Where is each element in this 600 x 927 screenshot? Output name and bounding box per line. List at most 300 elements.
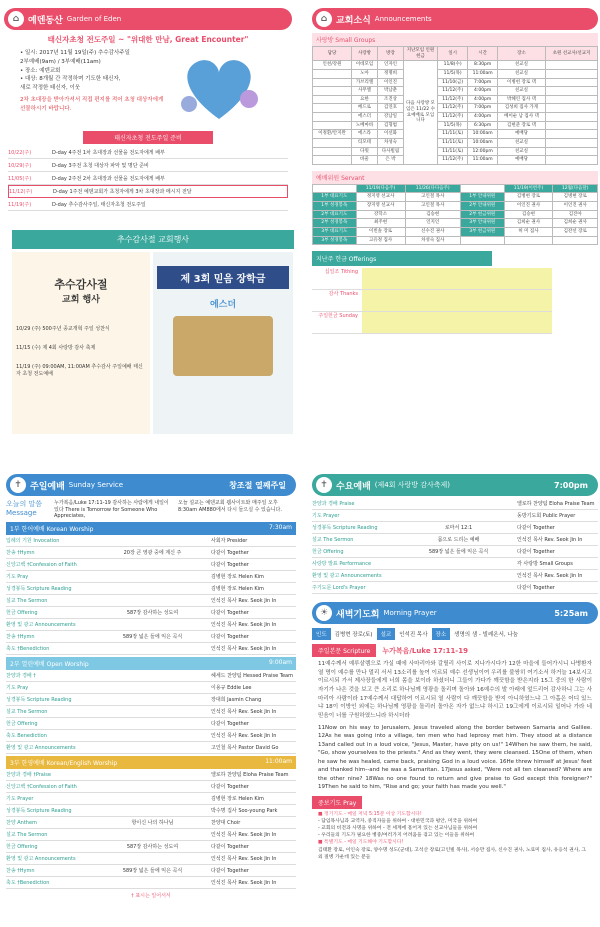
sg-cell: 베이순 남 집사 댁 — [497, 113, 545, 122]
sv-cell: 3부 헌금위원 — [460, 227, 504, 236]
service-leader: 다같이 Together — [211, 868, 249, 874]
service2-time: 9:00am — [269, 659, 292, 666]
sg-cell: 10:00am — [468, 138, 498, 147]
morning-header — [312, 602, 598, 624]
wed-header — [312, 474, 598, 496]
sv-row — [313, 236, 598, 245]
service-row — [6, 595, 296, 607]
sg-cell: 11/12(주) — [437, 104, 467, 113]
sg-cell: 12:00pm — [468, 147, 498, 156]
sv-cell: 고인철 목사 — [405, 193, 460, 202]
sg-cell: 친교실 — [497, 87, 545, 96]
sg-cell: 노베마바 — [352, 121, 378, 130]
sg-cell: 박혜린 집사 댁 — [497, 95, 545, 104]
service-row — [6, 817, 296, 829]
offering-amount — [362, 268, 552, 289]
service-item: 환영 및 광고 Announcements — [6, 856, 76, 862]
offering-amount — [362, 290, 552, 311]
sg-cell: 티모테 — [352, 138, 378, 147]
sg-cell — [313, 69, 352, 78]
sg-cell: 4:00pm — [468, 87, 498, 96]
sv-cell — [460, 236, 504, 245]
info-value: 김병현 장로(토) — [334, 632, 373, 638]
sg-cell: 김형범 — [378, 121, 404, 130]
service3-title: 3부 한영예배 Korean/English Worship — [10, 760, 118, 767]
service-item: 찬양과 경배 † — [6, 673, 36, 679]
sg-cell: 11/5(목) — [437, 69, 467, 78]
schedule-row — [8, 198, 288, 211]
service-detail: 20장 큰 영광 중에 계신 주 — [123, 550, 182, 556]
service1-title: 1부 한어예배 Korean Worship — [10, 526, 94, 533]
service-item: 설교 The Sermon — [312, 537, 354, 543]
service2-list — [6, 670, 296, 754]
sg-head-cell: 사랑방 — [352, 47, 378, 61]
sg-cell: 에스라 — [352, 130, 378, 139]
sv-cell: 김희순 권사 — [504, 219, 553, 228]
sg-head-cell: 시간 — [468, 47, 498, 61]
service-row — [6, 583, 296, 595]
sv-cell: 김승현 — [504, 210, 553, 219]
service-item: 환영 및 광고 Announcements — [6, 745, 76, 751]
service-leader: 인석진 목사 Rev. Seok Jin In — [211, 832, 277, 838]
service-row — [6, 718, 296, 730]
sv-cell: 이인진 권사 — [504, 202, 553, 211]
pray-item: - 담임목사님과 교역자, 중직자들을 위하여 - 대한민국과 평안, 미국을 위하여 — [318, 818, 478, 824]
sg-row — [313, 138, 598, 147]
service-item: 기도 Pray — [6, 574, 29, 580]
sg-cell — [313, 147, 352, 156]
sv-head-cell — [313, 184, 357, 193]
sv-cell: 3부 성경봉독 — [313, 236, 357, 245]
sunday-season: 창조절 열째주일 — [229, 480, 286, 490]
service-row — [312, 522, 598, 534]
service3-header — [6, 756, 296, 769]
sg-row — [313, 113, 598, 122]
sg-cell: 김현준 장로 댁 — [497, 121, 545, 130]
sg-cell: 4:00pm — [468, 113, 498, 122]
sv-cell: 고인철 목사 — [405, 202, 460, 211]
poster-title: 추수감사절 — [54, 278, 108, 291]
sv-cell: 최주현 — [356, 219, 405, 228]
service-leader: 다같이 Together — [211, 610, 249, 616]
service-leader: 헤세드 찬양팀 Hessed Praise Team — [211, 673, 293, 679]
service-row — [6, 730, 296, 742]
thanks-banner: 추수감사절 교회행사 — [12, 230, 294, 249]
sg-cell — [313, 104, 352, 113]
servant-table — [312, 184, 598, 245]
service-row — [6, 643, 296, 655]
service2-header — [6, 657, 296, 670]
wed-panel — [312, 474, 598, 924]
sv-cell: 허 미 집사 — [504, 227, 553, 236]
sg-cell — [546, 156, 598, 165]
sg-cell: 차성숙 — [378, 138, 404, 147]
sv-cell: 김승현 — [405, 210, 460, 219]
sg-cell: 11/12(주) — [437, 113, 467, 122]
sv-cell: 김희순 권사 — [553, 219, 598, 228]
sg-cell: 7:00pm — [468, 78, 498, 87]
service-item: 설교 The Sermon — [6, 709, 48, 715]
service-item: 헌금 Offering — [312, 549, 344, 555]
service-item: 신앙고백 †Confession of Faith — [6, 784, 77, 790]
schedule-date: 11/05(주) — [8, 175, 32, 182]
service-row — [6, 853, 296, 865]
service-item: 성경봉독 Scripture Reading — [6, 697, 72, 703]
garden-info — [4, 49, 164, 127]
sg-cell: 11:00am — [468, 156, 498, 165]
schedule-date: 11/19(주) — [8, 201, 32, 208]
pray-item: ■ 정기기도 - 매일 저녁 5:15분 이상 기도합시다! — [318, 811, 422, 817]
sg-row — [313, 69, 598, 78]
service-leader: 찬양대 Choir — [211, 820, 241, 826]
schedule-text: D-day 3주전 초청 대상자 파악 및 명단 준비 — [52, 162, 149, 169]
service-leader: 엘로하 찬양팀 Eloha Praise Team — [211, 772, 289, 778]
sg-cell — [313, 121, 352, 130]
service-row — [6, 547, 296, 559]
message-text: 누가복음/Luke 17:11-19 감사하는 사람에게 내일이 있다 There is Tomorrow for Someone Who Appreciates, — [54, 500, 169, 519]
service-detail: 몸으로 드리는 예배 — [437, 537, 480, 543]
event-item: 10/29 (주) 500주년 종교개혁 주일 성찬식 — [16, 326, 110, 332]
service-item: 찬송 †Hymn — [6, 634, 35, 640]
service-leader: 다같이 Together — [517, 585, 555, 591]
offering-row — [312, 312, 552, 334]
sg-cell: 다윗 — [352, 147, 378, 156]
sg-cell: 사무엘 — [352, 87, 378, 96]
info-value: 생명의 샘 - 빌레온서, 나눔 — [454, 632, 519, 638]
schedule-row — [8, 172, 288, 185]
wed-subtitle: (제4회 사랑방 감사축제) — [374, 481, 451, 489]
service-row — [312, 582, 598, 594]
sg-cell — [546, 61, 598, 70]
sg-head-cell: 지난모임 인원 헌금 — [403, 47, 437, 61]
offering-cell: 감사 Thanks — [328, 291, 358, 298]
sg-head-cell: 초원 선교사/선교지 — [546, 47, 598, 61]
service-leader: 인석진 목사 Rev. Seok Jin In — [211, 856, 277, 862]
schedule-row — [8, 185, 288, 198]
sv-head-row — [313, 184, 598, 193]
scholarship-subtitle: 에스더 — [209, 300, 237, 310]
sg-cell: 11/12(주) — [437, 87, 467, 96]
sg-cell: 조진상 — [378, 95, 404, 104]
sv-row — [313, 219, 598, 228]
service-item: 축도 Benediction — [6, 733, 47, 739]
service-detail: 589장 넓은 들에 익은 곡식 — [122, 634, 183, 640]
sv-cell: 1부 성경봉독 — [313, 202, 357, 211]
wed-time: 7:00pm — [554, 480, 588, 490]
sv-head-cell: 11/26(다다음주) — [405, 184, 460, 193]
service-item: 입례의 기원 Invocation — [6, 538, 60, 544]
sv-head-cell: 11/19(이번주) — [504, 184, 553, 193]
scripture-label: 주일본문 Scripture — [312, 644, 376, 657]
sg-cell: 가브리엘 — [352, 78, 378, 87]
service-row — [312, 498, 598, 510]
sv-cell: 2부 성경봉독 — [313, 219, 357, 228]
sg-cell: 11/5(목) — [437, 121, 467, 130]
sg-cell: 다사빌림 — [378, 147, 404, 156]
service-leader: 인석진 목사 Rev. Seok Jin In — [211, 646, 277, 652]
service-row — [6, 535, 296, 547]
service1-list — [6, 535, 296, 655]
sv-cell: 2부 안내위원 — [460, 202, 504, 211]
schedule-text: D-day 2주전 2차 초대장과 선물을 전도자에게 배부 — [52, 175, 165, 182]
sv-cell: 강학소 — [356, 210, 405, 219]
service-item: 헌금 Offering — [6, 844, 38, 850]
service-row — [6, 670, 296, 682]
service-leader: 인석진 목사 Rev. Seok Jin In — [517, 573, 583, 579]
home-icon: ⌂ — [316, 11, 332, 27]
book-image — [173, 316, 273, 376]
servant-label: 예배위원 Servant — [312, 171, 598, 184]
small-groups-table — [312, 46, 598, 165]
sg-cell — [546, 113, 598, 122]
service-row — [6, 841, 296, 853]
service-row — [312, 546, 598, 558]
sg-cell — [546, 138, 598, 147]
service-leader: 김병현 장로 Helen Kim — [211, 574, 264, 580]
sg-head-row — [313, 47, 598, 61]
sg-cell: 친교실 — [497, 69, 545, 78]
service-row — [312, 510, 598, 522]
sunday-panel — [6, 474, 296, 924]
sg-cell: 이병헌 장로 댁 — [497, 78, 545, 87]
service-leader: 다같이 Together — [211, 784, 249, 790]
sg-cell — [546, 87, 598, 96]
service-item: 성경봉독 Scripture Reading — [312, 525, 378, 531]
news-title: 교회소식 — [336, 15, 371, 26]
sg-cell — [313, 156, 352, 165]
pray-item: ■ 특별기도 - 매일 기도해야 기도합시다! — [318, 840, 404, 846]
sv-cell: 신수진 권사 — [405, 227, 460, 236]
service-row — [312, 570, 598, 582]
sg-cell: 이선화 — [378, 130, 404, 139]
sg-cell — [313, 95, 352, 104]
sg-cell: 이정환/안지완 — [313, 130, 352, 139]
sg-cell: 8:30pm — [468, 61, 498, 70]
service-item: 설교 The Sermon — [6, 598, 48, 604]
sg-cell: 바울 — [352, 156, 378, 165]
sv-cell: 1부 대표기도 — [313, 193, 357, 202]
home-icon: ⌂ — [8, 11, 24, 27]
service-item: 주기도문 Lord's Prayer — [312, 585, 366, 591]
service3-time: 11:00am — [265, 758, 292, 765]
sg-cell — [313, 78, 352, 87]
scholarship-poster — [153, 252, 293, 434]
sg-cell: 노아 — [352, 69, 378, 78]
service-row — [6, 805, 296, 817]
service-leader: 김병현 장로 Helen Kim — [211, 586, 264, 592]
service-item: 헌금 Offering — [6, 610, 38, 616]
sg-cell — [546, 78, 598, 87]
service-leader: 사회자 Presider — [211, 538, 248, 544]
sg-cell: 박남춘 — [378, 87, 404, 96]
sg-cell: 인천/강원 — [313, 61, 352, 70]
scripture-header — [312, 644, 598, 657]
service-row — [6, 742, 296, 754]
sunday-header — [6, 474, 296, 496]
sg-cell: 은 박 — [378, 156, 404, 165]
service-detail: 로마서 12:1 — [444, 525, 473, 531]
sg-cell: 이인진 — [378, 78, 404, 87]
scholarship-title: 제 3회 믿음 장학금 — [157, 266, 289, 289]
sg-cell: 11/10(금) — [437, 78, 467, 87]
sv-cell: 김잔선 장로 — [553, 227, 598, 236]
sg-row — [313, 87, 598, 96]
garden-line: • 대상: 8개월 간 작정하며 기도한 태신자, — [20, 76, 121, 83]
garden-line: 새로 작정한 태신자, 이웃 — [20, 85, 81, 92]
cross-icon: ✝ — [10, 477, 26, 493]
garden-panel — [4, 8, 292, 226]
service-row — [6, 865, 296, 877]
sun-icon: ☀ — [316, 605, 332, 621]
cross-icon: ✝ — [316, 477, 332, 493]
info-value: 인석진 목사 — [399, 632, 428, 638]
sg-cell: 김연호 — [378, 104, 404, 113]
garden-title: 예덴동산 — [28, 15, 63, 26]
sv-head-cell: 12월(다음달) — [553, 184, 598, 193]
service-item: 찬양과 경배 Praise — [312, 501, 355, 507]
event-item: 11/15 (수) 제 4회 사랑방 감사 축제 — [16, 345, 96, 351]
service-leader: 인석진 목사 Rev. Seok Jin In — [517, 537, 583, 543]
garden-banner: 태신자초청 전도주일 ~ "위대한 만남, Great Encounter" — [47, 35, 249, 44]
sg-cell — [313, 138, 352, 147]
sg-row — [313, 95, 598, 104]
sv-cell: 2부 대표기도 — [313, 210, 357, 219]
service-item: 사랑방 발표 Performance — [312, 561, 372, 567]
sv-cell — [504, 236, 553, 245]
service-leader: 엘로하 찬양팀 Eloha Praise Team — [517, 501, 595, 507]
offering-cell: 주일헌금 Sunday — [318, 313, 358, 320]
service-leader: 각 사랑방 Small Groups — [517, 561, 573, 567]
sg-row — [313, 130, 598, 139]
sg-row — [313, 104, 598, 113]
message-label-ko: 오늘의 말씀 — [6, 500, 43, 508]
pray-item: - 교회의 비전과 사명을 위하여 - 전 세계에 흩어져 있는 선교사님들을 위하여 — [318, 826, 478, 832]
service-detail: 589장 넓은 들에 익은 곡식 — [122, 868, 183, 874]
sv-cell: 김진아 — [553, 210, 598, 219]
offering-row — [312, 290, 552, 312]
info-label: 설교 — [377, 628, 396, 640]
sv-cell: 고유정 집사 — [356, 236, 405, 245]
news-panel — [312, 8, 598, 448]
service-leader: 인석진 목사 Rev. Seok Jin In — [211, 709, 277, 715]
heart-balloon-image — [164, 49, 274, 127]
schedule-row — [8, 159, 288, 172]
sg-cell: 11/8(수) — [437, 61, 467, 70]
service-row — [6, 706, 296, 718]
service-leader: 김병현 장로 Helen Kim — [211, 796, 264, 802]
sg-cell: 정명희 — [378, 69, 404, 78]
service-leader: 인석진 목사 Rev. Seok Jin In — [211, 622, 277, 628]
sg-note: 다음 사랑방 모임은 11/22 수요예배로 모입니다 — [403, 61, 437, 165]
sv-cell: 이빈솔 장로 — [356, 227, 405, 236]
service-row — [6, 682, 296, 694]
morning-subtitle: Morning Prayer — [383, 609, 437, 617]
service-row — [6, 829, 296, 841]
service-row — [312, 534, 598, 546]
service-leader: 장대희 Jasmin Chang — [211, 697, 262, 703]
offering-amount — [362, 312, 552, 333]
garden-line: 2부예배(9am) / 3부예배(11am) — [20, 58, 101, 65]
pray-item: - 우리들의 기도가 필요한 병중/여러가지 어려움을 겪고 있는 이들을 위하여 — [318, 833, 475, 839]
sunday-subtitle: Sunday Service — [68, 481, 124, 489]
offering-row — [312, 268, 552, 290]
sg-head-cell: 장소 — [497, 47, 545, 61]
small-groups-label: 사랑방 Small Groups — [312, 33, 598, 46]
garden-note: 2차 초대장을 받아가셔서 직접 편지를 적어 초청 대상자에게 선물하시기 바랍니다. — [20, 96, 164, 112]
service-leader: 인석진 목사 Rev. Seok Jin In — [211, 880, 277, 886]
sg-cell: 11:00am — [468, 69, 498, 78]
sv-cell: 1부 안내위원 — [460, 193, 504, 202]
sg-row — [313, 61, 598, 70]
sg-cell — [313, 87, 352, 96]
sv-row — [313, 193, 598, 202]
radio-note: 오늘 설교는 예덴교회 웹사이트와 매주일 오후8:30am AM880에서 다시 들으실 수 있습니다. — [178, 500, 282, 513]
service-item: 찬송 †Hymn — [6, 550, 35, 556]
sv-cell: 인지인 — [405, 219, 460, 228]
service-leader: 인석진 목사 Rev. Seok Jin In — [211, 598, 277, 604]
service1-header — [6, 522, 296, 535]
service-leader: 다같이 Together — [517, 525, 555, 531]
service-leader: 박수명 집사 Soo-young Park — [211, 808, 278, 814]
event-item: 11/19 (주) 09:00AM, 11:00AM 추수감사 주일예배 태신자 초청 전도예배 — [16, 364, 143, 377]
sg-cell: 예배당 — [497, 130, 545, 139]
sg-row — [313, 78, 598, 87]
service-row — [6, 559, 296, 571]
message-label — [6, 499, 54, 519]
sg-cell: 에스더 — [352, 113, 378, 122]
service-row — [6, 607, 296, 619]
service-leader: 다같이 Together — [211, 562, 249, 568]
schedule-date: 10/29(주) — [8, 162, 32, 169]
sv-cell: 2부 헌금위원 — [460, 210, 504, 219]
service-row — [6, 571, 296, 583]
verse-korean: 11예수께서 예루살렘으로 가실 때에 사마리아와 갈릴리 사이로 지나가시다가 12한 마을에 들어가시니 나병환자 열 명이 예수를 만나 멀리 서서 13소리를 높여 이르되 예수 선생님이여 우리를 불쌍히 여기소서 하거늘 14보시고 이르시되 가서 제사장들에게 너희 몸을 보이라 하셨더니 그들이 가다가 깨끗함을 받은지라 15그 중의 한 사람이 자기가 나은 것을 보고 큰 소리로 하나님께 영광을 돌리며 돌아와 16예수의 발 아래에 엎드리어 감사하니 그는 사마리아 사람이라 17예수께서 대답하여 이르시되 열 사람이 다 깨끗함을 받지 아니하였느냐 그 아홉은 어디 있느냐 18이 이방인 외에는 하나님께 영광을 돌리러 돌아온 자가 없느냐 하시고 19그에게 이르시되 일어나 가라 네 믿음이 너를 구원하였느니라 하시더라 — [318, 661, 592, 719]
service-row — [6, 631, 296, 643]
garden-line: • 장소: 예덴교회 — [20, 67, 61, 74]
sv-cell: 3부 안내위원 — [460, 219, 504, 228]
service-leader: 동방기도회 Public Prayer — [517, 513, 576, 519]
service1-time: 7:30am — [269, 524, 292, 531]
sg-head-cell: 담당 — [313, 47, 352, 61]
service-item: 환영 및 광고 Announcements — [312, 573, 382, 579]
pray-item: 김태환 장로, 이인숙 장로, 양수명 성도(군대), 고석산 장로(고인빌 목사), 서승만 집사, 신수진 권사, 노료미 집사, 유응석 권사, 그 외 질병 가운데 있는 분들 — [318, 847, 587, 860]
service-item: 설교 The Sermon — [6, 832, 48, 838]
sv-cell: 차성숙 집사 — [405, 236, 460, 245]
info-label: 인도 — [312, 628, 331, 640]
sv-cell: 김병현 장로 — [504, 193, 553, 202]
service-item: 축도 †Benediction — [6, 880, 50, 886]
service-leader: 다같이 Together — [211, 721, 249, 727]
sv-cell: 정지영 선교사 — [356, 193, 405, 202]
service-detail: 항이신 나의 하나님 — [131, 820, 174, 826]
schedule-text: D-day 4주전 1차 초대장과 선물을 전도자에게 배부 — [52, 149, 165, 156]
pray-label: 중보기도 Pray — [312, 796, 362, 809]
service-row — [6, 619, 296, 631]
sv-row — [313, 210, 598, 219]
sv-head-cell: 11/19(다음주) — [356, 184, 405, 193]
wed-title: 수요예배 — [336, 481, 371, 492]
sg-cell: 강남일 — [378, 113, 404, 122]
offering-list — [312, 268, 552, 334]
sv-row — [313, 202, 598, 211]
sg-cell — [546, 95, 598, 104]
service-row — [6, 793, 296, 805]
sg-cell: 예배당 — [497, 156, 545, 165]
service-item: 찬송 †Hymn — [6, 868, 35, 874]
schedule-row — [8, 146, 288, 159]
sg-cell: 10:00am — [468, 130, 498, 139]
sg-cell — [546, 104, 598, 113]
